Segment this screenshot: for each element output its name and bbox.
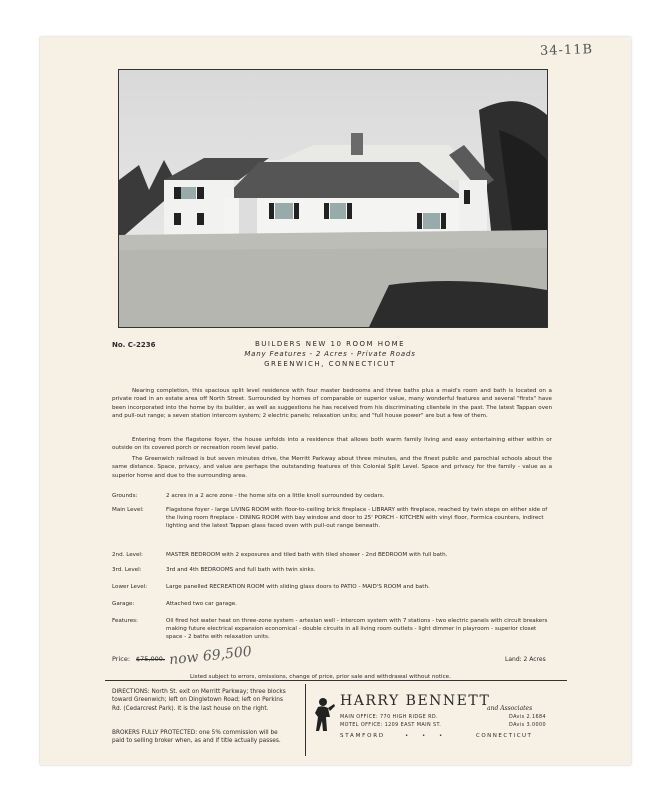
spec-value: Flagstone foyer - large LIVING ROOM with floor-to-ceiling brick fireplace - LIBRARY with fireplace, reached by twin steps on either side of the living room fireplace - DINING ROOM with bay window and door to 25' PORCH - KITCHEN with vinyl floor, Formica counters, indirect lighting and the latest Tappan glass faced oven with pull-out range beneath. [166, 507, 548, 530]
description-paragraph: Nearing completion, this spacious split level residence with four master bedrooms and three baths plus a maid's room and bath is located on a private road in an estate area off North Street. Surrounded by homes of comparable or superior value, many wonderful features and several "firsts" have been incorporated into the home by its builder, as well as suggestions he has received from his discriminating clientele in the past. The latest Tappan oven and pull-out range; a seven station intercom system; 2 electric panels; relaxation units; and "full house power" are but a few of them. [112, 388, 552, 420]
listing-subhead: Many Features - 2 Acres - Private Roads [244, 350, 416, 358]
spec-label: Lower Level: [112, 584, 148, 590]
listing-number: No. C-2236 [112, 341, 156, 349]
agency-logo-icon [314, 697, 336, 733]
phone-number: DAvis 3.0000 [509, 722, 547, 728]
main-office-address: MAIN OFFICE: 770 HIGH RIDGE RD. [340, 714, 439, 720]
brokers-block [112, 729, 292, 746]
handwritten-new-price: now 69,500 [168, 643, 253, 669]
agency-name: HARRY BENNETT [340, 693, 491, 709]
motel-office-address: MOTEL OFFICE: 1209 EAST MAIN ST. [340, 722, 442, 728]
listing-headline: BUILDERS NEW 10 ROOM HOME [254, 340, 406, 348]
original-price: $75,000. [136, 655, 165, 663]
spec-value: Oil fired hot water heat on three-zone system - artesian well - intercom system with 7 stations - two electric panels with circuit breakers making future electrical expansion economical - double circuits in all living room outlets - light dimmer in playroom - superior closet space - 2 baths with relaxation units. [166, 618, 548, 641]
separator-dots: • • • [405, 733, 449, 739]
catalog-number-note: 34-11B [539, 42, 594, 59]
price-label: Price: [112, 655, 131, 663]
agency-city: STAMFORD [340, 733, 385, 739]
brokers-heading: BROKERS FULLY PROTECTED: [112, 730, 198, 736]
spec-value: Attached two car garage. [166, 601, 237, 607]
agency-associates: and Associates [487, 705, 533, 712]
spec-label: 3rd. Level: [112, 567, 142, 573]
listing-location: GREENWICH, CONNECTICUT [264, 360, 396, 368]
spec-label: Main Level: [112, 507, 144, 513]
spec-label: Garage: [112, 601, 135, 607]
directions-text: North St. exit on Merritt Parkway; three blocks toward Greenwich; left on Dingletown Road; left on Perkins Rd. (Cedarcrest Park). It is the last house on the right. [112, 689, 286, 712]
house-photo [118, 69, 548, 328]
directions-heading: DIRECTIONS: [112, 689, 150, 695]
land-size: Land: 2 Acres [505, 656, 546, 663]
spec-label: Grounds: [112, 493, 138, 499]
spec-value: 3rd and 4th BEDROOMS and full bath with twin sinks. [166, 567, 316, 573]
spec-value: Large panelled RECREATION ROOM with sliding glass doors to PATIO - MAID'S ROOM and bath. [166, 584, 430, 590]
description-paragraph: Entering from the flagstone foyer, the house unfolds into a residence that allows both warm family living and easy entertaining either within or outside on its covered porch or recreation room level patio. [112, 437, 552, 452]
description-paragraph: The Greenwich railroad is but seven minutes drive, the Merritt Parkway about three minutes, and the finest public and parochial schools about the same distance. Space, privacy, and value are perhaps the outstanding features of this Colonial Split Level. Space and privacy for the family - value as a superior home and due to the surrounding area. [112, 456, 552, 479]
phone-number: DAvis 2.1684 [509, 714, 547, 720]
spec-label: 2nd. Level: [112, 552, 143, 558]
brokers-text: one 5% commission will be paid to selling broker when, as and if title actually passes. [112, 730, 281, 745]
agency-state: CONNECTICUT [476, 733, 533, 739]
spec-value: MASTER BEDROOM with 2 exposures and tiled bath with tiled shower - 2nd BEDROOM with full bath. [166, 552, 448, 558]
directions-block [112, 688, 292, 713]
disclaimer-note: Listed subject to errors, omissions, change of price, prior sale and withdrawal without notice. [190, 674, 451, 680]
footer-vertical-divider [305, 684, 306, 756]
spec-value: 2 acres in a 2 acre zone - the home sits on a little knoll surrounded by cedars. [166, 493, 385, 499]
spec-label: Features: [112, 618, 138, 624]
